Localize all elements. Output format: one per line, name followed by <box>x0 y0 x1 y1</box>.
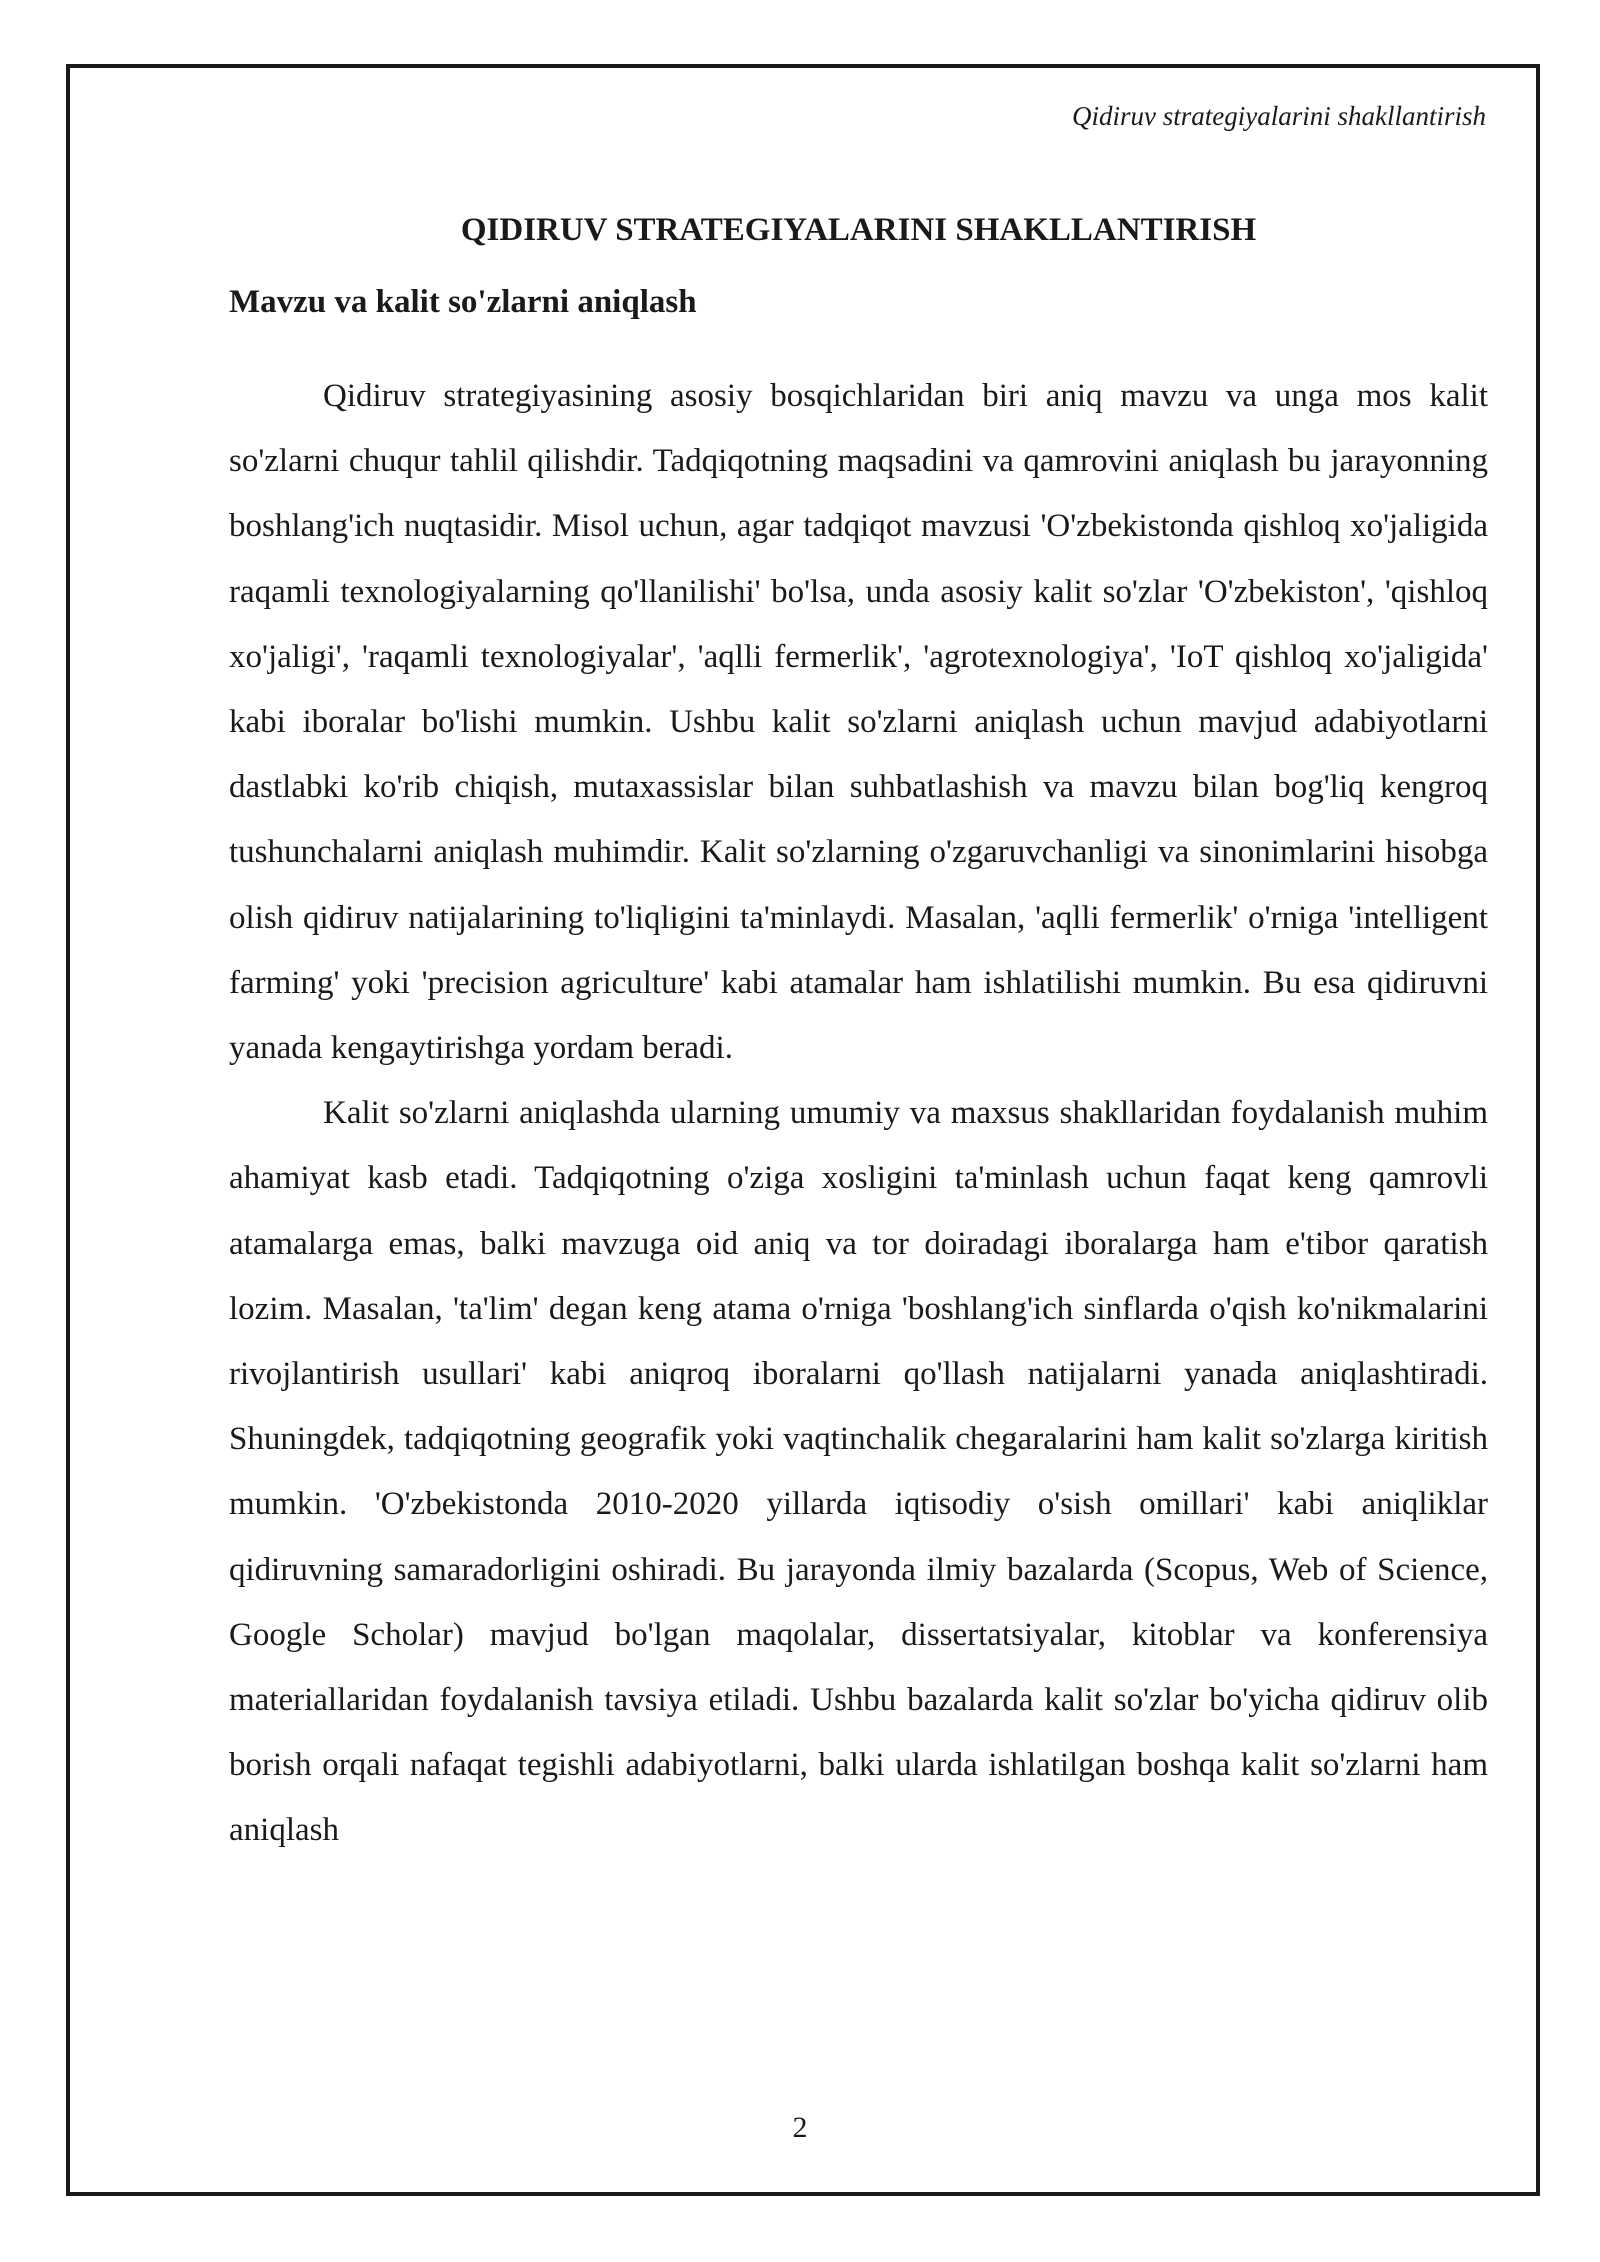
running-header: Qidiruv strategiyalarini shakllantirish <box>1071 101 1486 131</box>
page-content <box>229 208 1488 1864</box>
paragraph-1: Qidiruv strategiyasining asosiy bosqichlaridan biri aniq mavzu va unga mos kalit so'zlarni chuqur tahlil qilishdir. Tadqiqotning maqsadini va qamrovini aniqlash bu jarayonning boshlang'ich nuqtasidir. Misol uchun, agar tadqiqot mavzusi 'O'zbekistonda qishloq xo'jaligida raqamli texnologiyalarning qo'llanilishi' bo'lsa, unda asosiy kalit so'zlar 'O'zbekiston', 'qishloq xo'jaligi', 'raqamli texnologiyalar', 'aqlli fermerlik', 'agrotexnologiya', 'IoT qishloq xo'jaligida' kabi iboralar bo'lishi mumkin. Ushbu kalit so'zlarni aniqlash uchun mavjud adabiyotlarni dastlabki ko'rib chiqish, mutaxassislar bilan suhbatlashish va mavzu bilan bog'liq kengroq tushunchalarni aniqlash muhimdir. Kalit so'zlarning o'zgaruvchanligi va sinonimlarini hisobga olish qidiruv natijalarining to'liqligini ta'minlaydi. Masalan, 'aqlli fermerlik' o'rniga 'intelligent farming' yoki 'precision agriculture' kabi atamalar ham ishlatilishi mumkin. Bu esa qidiruvni yanada kengaytirishga yordam beradi. <box>229 378 1488 1067</box>
document-title: QIDIRUV STRATEGIYALARINI SHAKLLANTIRISH <box>460 212 1257 248</box>
page-number: 2 <box>792 2111 808 2144</box>
section-heading: Mavzu va kalit so'zlarni aniqlash <box>229 284 697 320</box>
paragraph-2: Kalit so'zlarni aniqlashda ularning umumiy va maxsus shakllaridan foydalanish muhim ahamiyat kasb etadi. Tadqiqotning o'ziga xosligini ta'minlash uchun faqat keng qamrovli atamalarga emas, balki mavzuga oid aniq va tor doiradagi iboralarga ham e'tibor qaratish lozim. Masalan, 'ta'lim' degan keng atama o'rniga 'boshlang'ich sinflarda o'qish ko'nikmalarini rivojlantirish usullari' kabi aniqroq iboralarni qo'llash natijalarni yanada aniqlashtiradi. Shuningdek, tadqiqotning geografik yoki vaqtinchalik chegaralarini ham kalit so'zlarga kiritish mumkin. 'O'zbekistonda 2010-2020 yillarda iqtisodiy o'sish omillari' kabi aniqliklar qidiruvning samaradorligini oshiradi. Bu jarayonda ilmiy bazalarda (Scopus, Web of Science, Google Scholar) mavjud bo'lgan maqolalar, dissertatsiyalar, kitoblar va konferensiya materiallaridan foydalanish tavsiya etiladi. Ushbu bazalarda kalit so'zlar bo'yicha qidiruv olib borish orqali nafaqat tegishli adabiyotlarni, balki ularda ishlatilgan boshqa kalit so'zlarni ham aniqlash <box>229 1095 1488 1849</box>
